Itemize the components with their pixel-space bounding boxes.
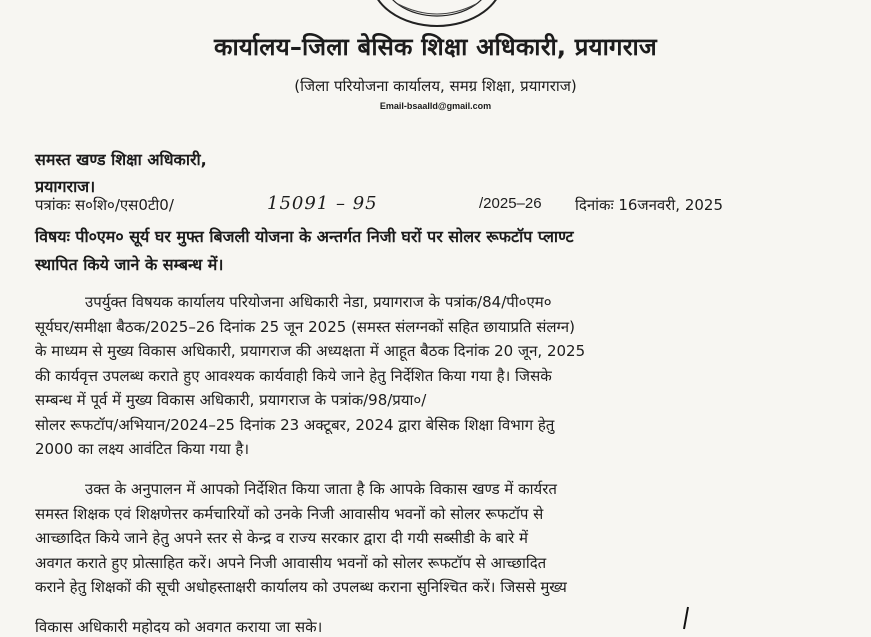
government-seal-icon xyxy=(368,0,506,28)
reference-label: पत्रांकः स०शि०/एस0टी0/ xyxy=(35,196,174,214)
office-email: Email-bsaalld@gmail.com xyxy=(379,101,492,111)
paragraph-line: उपर्युक्त विषयक कार्यालय परियोजना अधिकारी नेडा, प्रयागराज के पत्रांक/84/पी०एम० xyxy=(85,293,552,311)
addressee-line-1: समस्त खण्ड शिक्षा अधिकारी, xyxy=(35,150,207,169)
subject-line-2: स्थापित किये जाने के सम्बन्ध में। xyxy=(35,255,224,274)
paragraph-line: 2000 का लक्ष्य आवंटित किया गया है। xyxy=(35,440,250,458)
office-subtitle: (जिला परियोजना कार्यालय, समग्र शिक्षा, प्रयागराज) xyxy=(294,77,577,95)
subject-block xyxy=(35,223,835,279)
signature-stroke-icon xyxy=(676,605,696,630)
subject-line-1: विषयः पी०एम० सूर्य घर मुफ्त बिजली योजना के अन्तर्गत निजी घरों पर सोलर रूफटॉप प्लाण्ट xyxy=(35,227,574,246)
addressee-line-2: प्रयागराज। xyxy=(35,177,96,196)
paragraph-1 xyxy=(35,290,835,462)
paragraph-2 xyxy=(35,477,835,600)
reference-number: 15091 – 95 xyxy=(267,193,378,214)
reference-year: /2025–26 xyxy=(479,195,542,212)
reference-date: दिनांकः 16जनवरी, 2025 xyxy=(575,196,723,214)
paragraph-line: के माध्यम से मुख्य विकास अधिकारी, प्रयागराज की अध्यक्षता में आहूत बैठक दिनांक 20 जून, 2025 xyxy=(35,342,586,360)
paragraph-line: सोलर रूफटॉप/अभियान/2024–25 दिनांक 23 अक्टूबर, 2024 द्वारा बेसिक शिक्षा विभाग हेतु xyxy=(35,415,555,434)
paragraph-line: उक्त के अनुपालन में आपको निर्देशित किया जाता है कि आपके विकास खण्ड में कार्यरत xyxy=(85,480,557,498)
office-title: कार्यालय–जिला बेसिक शिक्षा अधिकारी, प्रयागराज xyxy=(214,33,657,61)
paragraph-line: सूर्यघर/समीक्षा बैठक/2025–26 दिनांक 25 जून 2025 (समस्त संलग्नकों सहित छायाप्रति संलग्न) xyxy=(35,317,575,336)
paragraph-line: कराने हेतु शिक्षकों की सूची अधोहस्ताक्षरी कार्यालय को उपलब्ध कराना सुनिश्चित करें। जिससे मुख्य xyxy=(35,578,567,596)
paragraph-line: आच्छादित किये जाने हेतु अपने स्तर से केन्द्र व राज्य सरकार द्वारा दी गयी सब्सीडी के बारे में xyxy=(35,529,529,547)
paragraph-line: अवगत कराते हुए प्रोत्साहित करें। अपने निजी आवासीय भवनों को सोलर रूफटॉप से आच्छादित xyxy=(35,553,547,572)
paragraph-cut-line: विकास अधिकारी महोदय को अवगत कराया जा सके। xyxy=(35,618,323,636)
paragraph-line: की कार्यवृत्त उपलब्ध कराते हुए आवश्यक कार्यवाही किये जाने हेतु निर्देशित किया गया है। जिसके xyxy=(35,366,552,385)
paragraph-line: सम्बन्ध में पूर्व में मुख्य विकास अधिकारी, प्रयागराज के पत्रांक/98/प्रया०/ xyxy=(35,391,427,409)
paragraph-line: समस्त शिक्षक एवं शिक्षणेत्तर कर्मचारियों को उनके निजी आवासीय भवनों को सोलर रूफटॉप से xyxy=(35,504,544,523)
reference-row xyxy=(35,195,835,221)
